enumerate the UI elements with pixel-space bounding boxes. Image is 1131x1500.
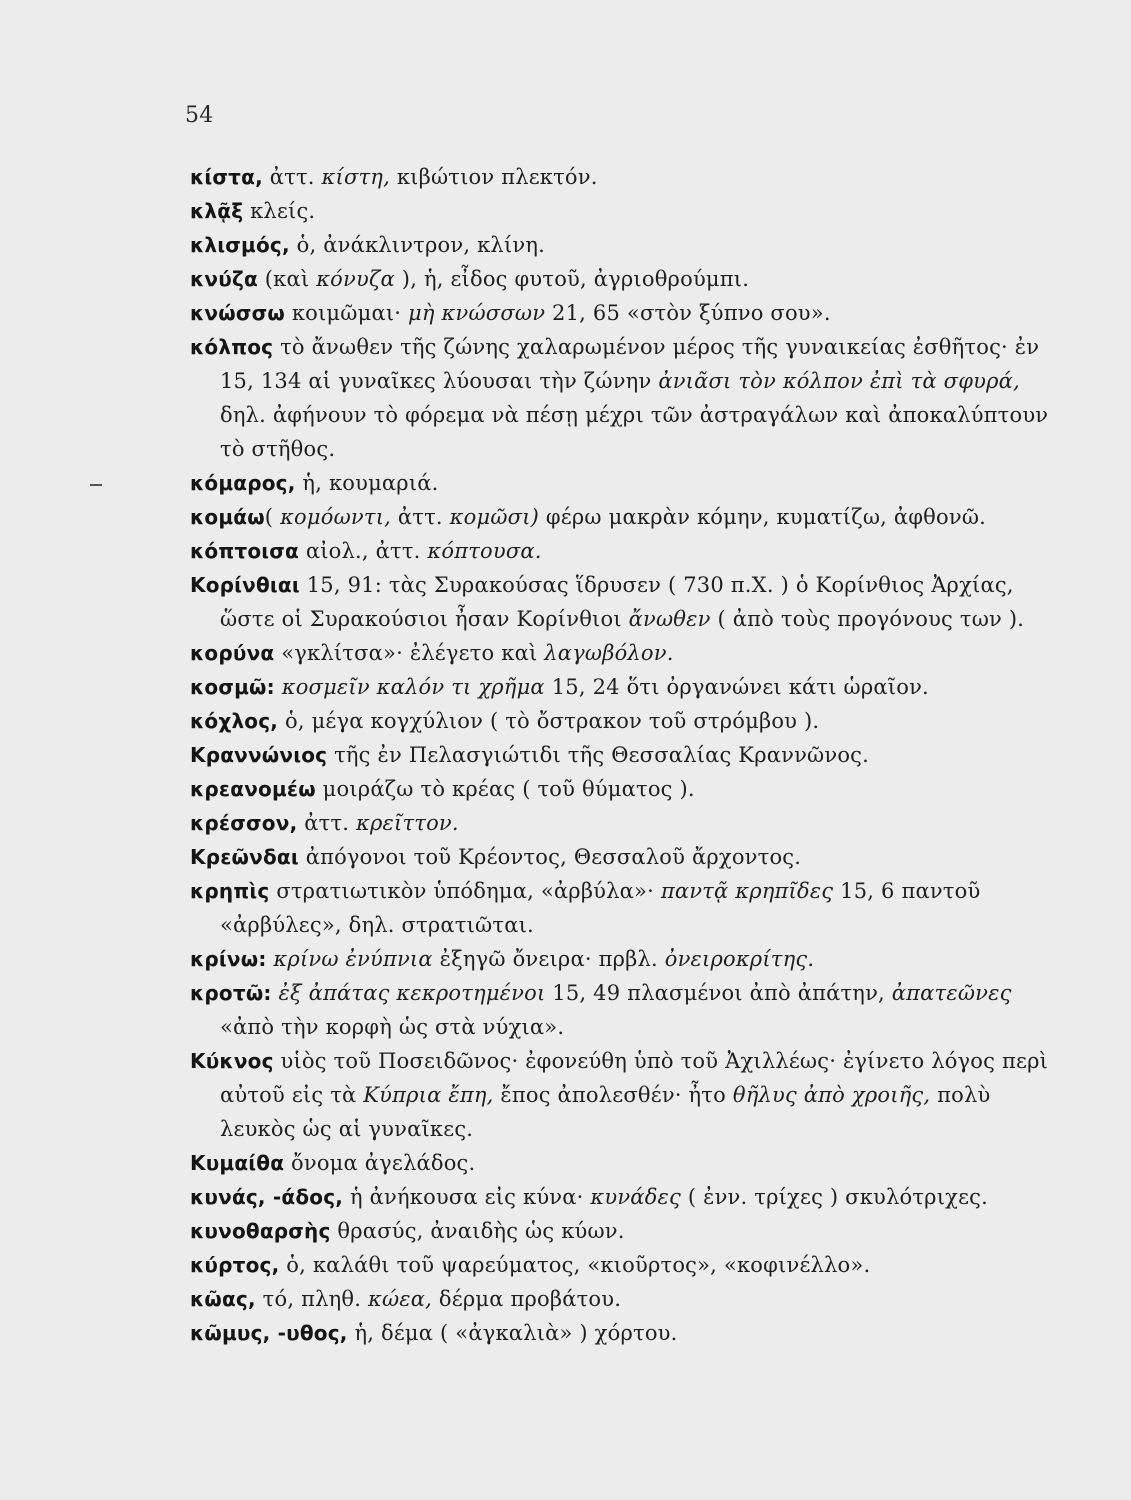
glossary-entry bbox=[190, 194, 1050, 228]
entry-definition-text: ἡ, κουμαριά. bbox=[295, 471, 439, 495]
entry-definition-text: υἱὸς τοῦ Ποσειδῶνος· ἐφονεύθη ὑπὸ τοῦ Ἀχιλλέως· ἐγίνετο λόγος περὶ αὐτοῦ εἰς τὰ bbox=[220, 1049, 1049, 1107]
glossary-entry bbox=[190, 1248, 1050, 1282]
entry-definition-text: ( ἐνν. τρίχες ) σκυλότριχες. bbox=[680, 1185, 988, 1209]
entry-headword: κόπτοισα bbox=[190, 539, 299, 563]
entry-citation: ἀπατεῶνες bbox=[891, 981, 1012, 1005]
entry-citation: λαγωβόλον. bbox=[544, 641, 674, 665]
entry-headword: κόχλος, bbox=[190, 709, 279, 733]
entry-citation: κίστη, bbox=[321, 165, 390, 189]
entry-definition-text: τό, πληθ. bbox=[255, 1287, 368, 1311]
entry-definition-text: φέρω μακρὰν κόμην, κυματίζω, ἀφθονῶ. bbox=[539, 505, 987, 529]
page-number: 54 bbox=[185, 103, 214, 128]
entry-definition-text: μοιράζω τὸ κρέας ( τοῦ θύματος ). bbox=[315, 777, 695, 801]
entry-definition-text: ἔπος ἀπολεσθέν· ἦτο bbox=[493, 1083, 733, 1107]
entry-definition-text: αἰολ., ἀττ. bbox=[298, 539, 428, 563]
entry-definition-text: 15, 91: τὰς Συρακούσας ἵδρυσεν ( 730 π.Χ. ) ὁ Κορίνθιος Ἀρχίας, ὥστε οἱ Συρακούσιοι ἦσαν Κορίνθιοι bbox=[220, 573, 1014, 631]
glossary-entry bbox=[190, 1180, 1050, 1214]
entry-headword: κομάω bbox=[190, 505, 265, 529]
entry-definition-text: ἀττ. bbox=[262, 165, 322, 189]
entry-definition-text: «ἀπὸ τὴν κορφὴ ὡς στὰ νύχια». bbox=[220, 1015, 565, 1039]
glossary-entry bbox=[190, 500, 1050, 534]
entry-definition-text: 15, 6 παντοῦ «ἀρβύλες», δηλ. στρατιῶται. bbox=[220, 879, 981, 937]
glossary-entry bbox=[190, 806, 1050, 840]
entry-definition-text: ὁ, ἀνάκλιντρον, κλίνη. bbox=[289, 233, 545, 257]
entry-headword: κῶας, bbox=[190, 1287, 256, 1311]
entry-definition-text: ὁ, καλάθι τοῦ ψαρεύματος, «κιοῦρτος», «κοφινέλλο». bbox=[279, 1253, 871, 1277]
entry-headword: κυνάς, -άδος, bbox=[190, 1185, 344, 1209]
entry-citation: ὀνειροκρίτης. bbox=[664, 947, 815, 971]
glossary-entry bbox=[190, 738, 1050, 772]
entry-definition-text: κοιμῶμαι· bbox=[284, 301, 409, 325]
entry-headword: Κραννώνιος bbox=[190, 743, 328, 767]
entry-definition-text: ὄνομα ἀγελάδος. bbox=[284, 1151, 476, 1175]
entry-definition-text: τὸ ἄνωθεν τῆς ζώνης χαλαρωμένον μέρος τῆς γυναικείας ἐσθῆτος· ἐν 15, 134 αἱ γυναῖκες λύουσαι τὴν ζώνην bbox=[220, 335, 1040, 393]
entry-definition-text: 15, 24 ὅτι ὀργανώνει κάτι ὡραῖον. bbox=[544, 675, 929, 699]
entry-citation: ἐξ ἀπάτας κεκροτημένοι bbox=[278, 981, 546, 1005]
glossary-entry bbox=[190, 1044, 1050, 1146]
entry-definition-text: ἡ ἀνήκουσα εἰς κύνα· bbox=[343, 1185, 591, 1209]
entry-headword: κυνοθαρσὴς bbox=[190, 1219, 331, 1243]
entry-citation: θῆλυς ἀπὸ χροιῆς, bbox=[732, 1083, 931, 1107]
entry-headword: κροτῶ: bbox=[190, 981, 272, 1005]
entry-headword: κοσμῶ: bbox=[190, 675, 275, 699]
margin-mark bbox=[90, 484, 102, 486]
glossary-entry bbox=[190, 228, 1050, 262]
entry-citation: μὴ κνώσσων bbox=[408, 301, 546, 325]
entry-headword: κίστα, bbox=[190, 165, 263, 189]
entry-headword: κλᾷξ bbox=[190, 199, 244, 223]
entry-definition-text: δηλ. ἀφήνουν τὸ φόρεμα νὰ πέσῃ μέχρι τῶν ἀστραγάλων καὶ ἀποκαλύπτουν τὸ στῆθος. bbox=[220, 403, 1049, 461]
entry-headword: Κύκνος bbox=[190, 1049, 274, 1073]
entry-citation: κρίνω ἐνύπνια bbox=[273, 947, 433, 971]
glossary-entries bbox=[190, 160, 1050, 1350]
entry-definition-text: ), ἡ, εἶδος φυτοῦ, ἀγριοθρούμπι. bbox=[394, 267, 750, 291]
entry-definition-text: πολὺ λευκὸς ὡς αἱ γυναῖκες. bbox=[220, 1083, 991, 1141]
glossary-entry bbox=[190, 976, 1050, 1044]
entry-citation: ἀνιᾶσι τὸν κόλπον ἐπὶ τὰ σφυρά, bbox=[658, 369, 1020, 393]
glossary-entry bbox=[190, 568, 1050, 636]
entry-definition-text bbox=[275, 675, 282, 699]
entry-citation: κομῶσι) bbox=[449, 505, 540, 529]
entry-citation: παντᾷ κρηπῖδες bbox=[660, 879, 834, 903]
entry-definition-text bbox=[272, 981, 279, 1005]
entry-citation: κρεῖττον. bbox=[356, 811, 459, 835]
entry-definition-text: τῆς ἐν Πελασγιώτιδι τῆς Θεσσαλίας Κραννῶνος. bbox=[327, 743, 870, 767]
entry-definition-text: ἐξηγῶ ὄνειρα· πρβλ. bbox=[432, 947, 665, 971]
entry-headword: κορύνα bbox=[190, 641, 275, 665]
glossary-entry bbox=[190, 160, 1050, 194]
entry-headword: κύρτος, bbox=[190, 1253, 280, 1277]
glossary-entry bbox=[190, 1146, 1050, 1180]
entry-definition-text: 21, 65 «στὸν ξύπνο σου». bbox=[545, 301, 831, 325]
entry-definition-text: θρασύς, ἀναιδὴς ὡς κύων. bbox=[330, 1219, 625, 1243]
entry-headword: κῶμυς, -υθος, bbox=[190, 1321, 348, 1345]
entry-headword: Κυμαίθα bbox=[190, 1151, 285, 1175]
glossary-entry bbox=[190, 874, 1050, 942]
entry-citation: κομόωντι, bbox=[280, 505, 392, 529]
entry-definition-text: ( bbox=[264, 505, 281, 529]
entry-citation: κοσμεῖν καλόν τι χρῆμα bbox=[281, 675, 545, 699]
glossary-entry bbox=[190, 942, 1050, 976]
glossary-entry bbox=[190, 772, 1050, 806]
entry-headword: κρίνω: bbox=[190, 947, 267, 971]
glossary-entry bbox=[190, 1316, 1050, 1350]
entry-definition-text: 15, 49 πλασμένοι ἀπὸ ἀπάτην, bbox=[545, 981, 892, 1005]
entry-citation: Κύπρια ἔπη, bbox=[363, 1083, 494, 1107]
glossary-entry bbox=[190, 466, 1050, 500]
glossary-entry bbox=[190, 704, 1050, 738]
glossary-entry bbox=[190, 534, 1050, 568]
glossary-entry bbox=[190, 1282, 1050, 1316]
entry-headword: κόλπος bbox=[190, 335, 274, 359]
entry-citation: κόπτουσα. bbox=[427, 539, 542, 563]
entry-citation: κόνυζα bbox=[316, 267, 395, 291]
glossary-entry bbox=[190, 1214, 1050, 1248]
entry-headword: κνώσσω bbox=[190, 301, 285, 325]
entry-definition-text: «γκλίτσα»· ἐλέγετο καὶ bbox=[274, 641, 545, 665]
entry-headword: κρέσσον, bbox=[190, 811, 298, 835]
entry-definition-text: ἡ, δέμα ( «ἀγκαλιὰ» ) χόρτου. bbox=[347, 1321, 678, 1345]
entry-definition-text: ( ἀπὸ τοὺς προγόνους των ). bbox=[710, 607, 1025, 631]
glossary-entry bbox=[190, 262, 1050, 296]
entry-definition-text: ἀττ. bbox=[391, 505, 450, 529]
entry-citation: κυνάδες bbox=[590, 1185, 681, 1209]
entry-definition-text: κιβώτιον πλεκτόν. bbox=[389, 165, 598, 189]
glossary-entry bbox=[190, 636, 1050, 670]
glossary-entry bbox=[190, 670, 1050, 704]
entry-definition-text: (καὶ bbox=[257, 267, 317, 291]
entry-headword: κλισμός, bbox=[190, 233, 290, 257]
entry-headword: κνύζα bbox=[190, 267, 258, 291]
glossary-entry bbox=[190, 296, 1050, 330]
entry-headword: Κορίνθιαι bbox=[190, 573, 300, 597]
glossary-entry bbox=[190, 840, 1050, 874]
entry-citation: κώεα, bbox=[367, 1287, 433, 1311]
entry-definition-text: ἀπόγονοι τοῦ Κρέοντος, Θεσσαλοῦ ἄρχοντος. bbox=[298, 845, 802, 869]
entry-headword: κόμαρος, bbox=[190, 471, 296, 495]
entry-headword: κρηπὶς bbox=[190, 879, 270, 903]
glossary-entry bbox=[190, 330, 1050, 466]
entry-definition-text: στρατιωτικὸν ὑπόδημα, «ἀρβύλα»· bbox=[269, 879, 661, 903]
entry-definition-text: ὁ, μέγα κογχύλιον ( τὸ ὄστρακον τοῦ στρόμβου ). bbox=[278, 709, 820, 733]
entry-definition-text: ἀττ. bbox=[297, 811, 357, 835]
entry-citation: ἄνωθεν bbox=[628, 607, 711, 631]
entry-definition-text: δέρμα προβάτου. bbox=[432, 1287, 622, 1311]
entry-headword: Κρεῶνδαι bbox=[190, 845, 299, 869]
entry-headword: κρεανομέω bbox=[190, 777, 316, 801]
entry-definition-text: κλείς. bbox=[243, 199, 316, 223]
